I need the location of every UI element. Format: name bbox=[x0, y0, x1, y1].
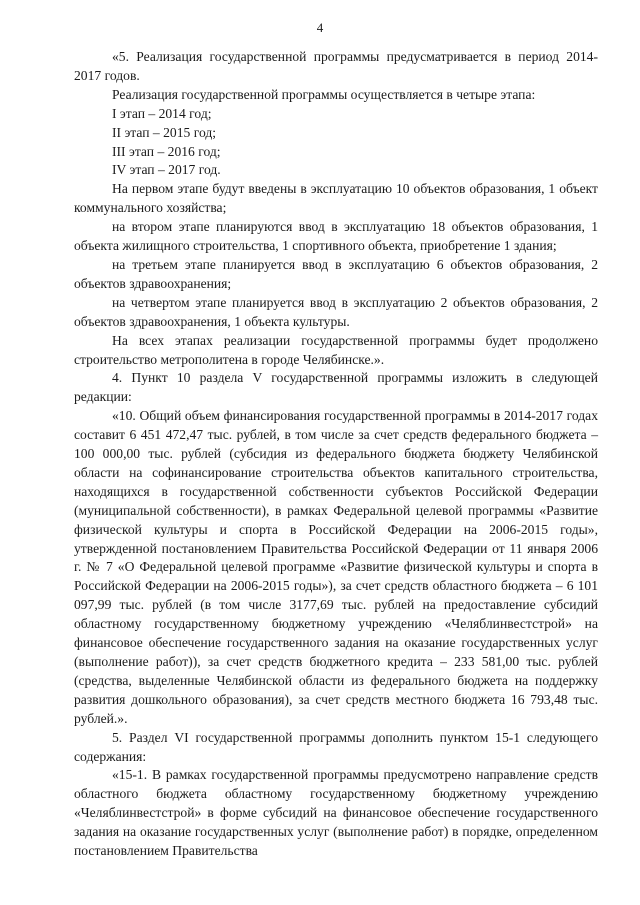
paragraph-financing: «10. Общий объем финансирования государственной программы в 2014-2017 годах составит 6 451 472,47 тыс. рублей, в том числе за счет средств федерального бюджета – 100 000,00 тыс. рублей (субсидия из федерального бюджета бюджету Челябинской области на софинансирование строительства объектов капитального строительства, находящихся в государственной собственности субъектов Российской Федерации (муниципальной собственности), в рамках Федеральной целевой программы «Развитие физической культуры и спорта в Российской Федерации на 2006-2015 годы», утвержденной постановлением Правительства Российской Федерации от 11 января 2006 г. № 7 «О Федеральной целевой программе «Развитие физической культуры и спорта в Российской Федерации на 2006-2015 годы»), за счет средств областного бюджета – 6 101 097,99 тыс. рублей (в том числе 3177,69 тыс. рублей на предоставление субсидий областному государственному бюджетному учреждению «Челяблинвестстрой» на финансовое обеспечение государственного задания на оказание государственных услуг (выполнение работ)), за счет средств бюджетного кредита – 233 581,00 тыс. рублей (средства, выделенные Челябинской области из федерального бюджета на поддержку развития дошкольного образования), за счет средств местного бюджета 16 793,48 тыс. рублей.». bbox=[74, 408, 598, 726]
paragraph-stage-1: I этап – 2014 год; bbox=[112, 105, 212, 121]
paragraph-stage-2: II этап – 2015 год; bbox=[112, 124, 217, 140]
paragraph-item-5: 5. Раздел VI государственной программы дополнить пунктом 15-1 следующего содержания: bbox=[74, 729, 598, 764]
page-number: 4 bbox=[316, 20, 324, 35]
paragraph-third-stage: на третьем этапе планируется ввод в эксплуатацию 6 объектов образования, 2 объектов здравоохранения; bbox=[74, 256, 598, 291]
paragraph-fourth-stage: на четвертом этапе планируется ввод в эксплуатацию 2 объектов образования, 2 объектов здравоохранения, 1 объекта культуры. bbox=[74, 294, 598, 329]
paragraph-second-stage: на втором этапе планируются ввод в эксплуатацию 18 объектов образования, 1 объекта жилищного строительства, 1 спортивного объекта, приобретение 1 здания; bbox=[74, 219, 598, 254]
paragraph-stage-3: III этап – 2016 год; bbox=[112, 143, 221, 159]
paragraph-15-1: «15-1. В рамках государственной программы предусмотрено направление средств областного бюджета областному государственному бюджетному учреждению «Челяблинвестстрой» в форме субсидий на финансовое обеспечение государственного задания на оказание государственных услуг (выполнение работ) в порядке, определенном постановлением Правительства bbox=[74, 767, 598, 859]
paragraph-item-4: 4. Пункт 10 раздела V государственной программы изложить в следующей редакции: bbox=[74, 370, 598, 405]
paragraph-stages-intro: Реализация государственной программы осуществляется в четыре этапа: bbox=[112, 86, 536, 102]
paragraph-stage-4: IV этап – 2017 год. bbox=[112, 162, 221, 178]
paragraph-metro: На всех этапах реализации государственной программы будет продолжено строительство метрополитена в городе Челябинске.». bbox=[74, 332, 598, 367]
document-body bbox=[74, 48, 598, 861]
paragraph-period: «5. Реализация государственной программы предусматривается в период 2014-2017 годов. bbox=[74, 49, 598, 83]
paragraph-first-stage: На первом этапе будут введены в эксплуатацию 10 объектов образования, 1 объект коммунального хозяйства; bbox=[74, 181, 598, 216]
